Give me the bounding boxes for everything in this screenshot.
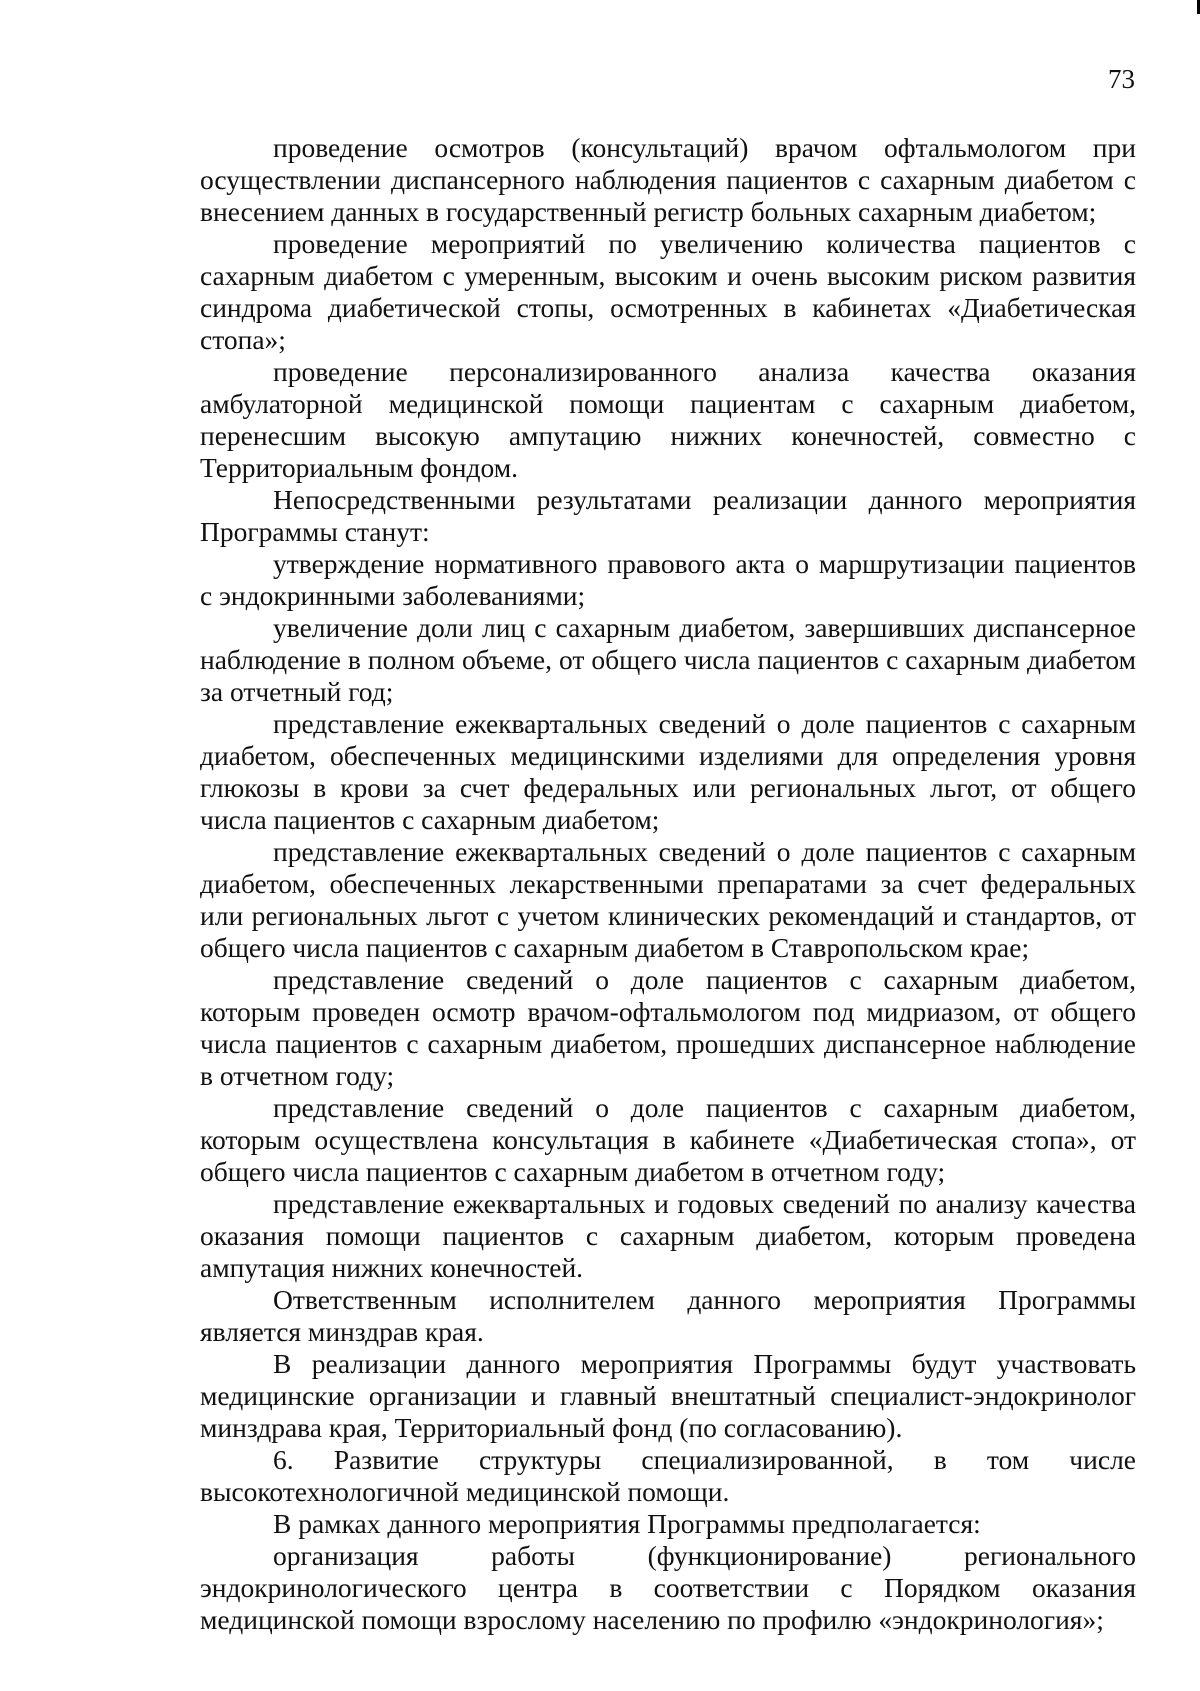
paragraph: утверждение нормативного правового акта о маршрутизации пациентов с эндокринными заболеваниями;	[200, 548, 1136, 611]
paragraph: Ответственным исполнителем данного мероприятия Программы является минздрав края.	[200, 1284, 1136, 1347]
paragraph: представление ежеквартальных и годовых сведений по анализу качества оказания помощи пациентов с сахарным диабетом, которым проведена ампутация нижних конечностей.	[200, 1188, 1136, 1283]
section-heading-paragraph: 6. Развитие структуры специализированной, в том числе высокотехнологичной медицинской помощи.	[200, 1444, 1136, 1507]
paragraph: представление ежеквартальных сведений о доле пациентов с сахарным диабетом, обеспеченных медицинскими изделиями для определения уровня глюкозы в крови за счет федеральных или региональных льгот, от общего числа пациентов с сахарным диабетом;	[200, 708, 1136, 835]
document-body	[200, 132, 1136, 1636]
paragraph: увеличение доли лиц с сахарным диабетом, завершивших диспансерное наблюдение в полном объеме, от общего числа пациентов с сахарным диабетом за отчетный год;	[200, 612, 1136, 707]
paragraph: проведение мероприятий по увеличению количества пациентов с сахарным диабетом с умеренным, высоким и очень высоким риском развития синдрома диабетической стопы, осмотренных в кабинетах «Диабетическая стопа»;	[200, 228, 1136, 355]
paragraph: представление ежеквартальных сведений о доле пациентов с сахарным диабетом, обеспеченных лекарственными препаратами за счет федеральных или региональных льгот с учетом клинических рекомендаций и стандартов, от общего числа пациентов с сахарным диабетом в Ставропольском крае;	[200, 836, 1136, 963]
paragraph: В реализации данного мероприятия Программы будут участвовать медицинские организации и главный внештатный специалист-эндокринолог минздрава края, Территориальный фонд (по согласованию).	[200, 1348, 1136, 1443]
page-number: 73	[1108, 64, 1135, 94]
paragraph: проведение осмотров (консультаций) врачом офтальмологом при осуществлении диспансерного наблюдения пациентов с сахарным диабетом с внесением данных в государственный регистр больных сахарным диабетом;	[200, 132, 1136, 227]
paragraph: проведение персонализированного анализа качества оказания амбулаторной медицинской помощи пациентам с сахарным диабетом, перенесшим высокую ампутацию нижних конечностей, совместно с Территориальным фондом.	[200, 356, 1136, 483]
paragraph: В рамках данного мероприятия Программы предполагается:	[273, 1508, 981, 1539]
paragraph: Непосредственными результатами реализации данного мероприятия Программы станут:	[200, 484, 1136, 547]
paragraph: представление сведений о доле пациентов с сахарным диабетом, которым осуществлена консультация в кабинете «Диабетическая стопа», от общего числа пациентов с сахарным диабетом в отчетном году;	[200, 1092, 1136, 1187]
paragraph: представление сведений о доле пациентов с сахарным диабетом, которым проведен осмотр врачом-офтальмологом под мидриазом, от общего числа пациентов с сахарным диабетом, прошедших диспансерное наблюдение в отчетном году;	[200, 964, 1136, 1091]
paragraph: организация работы (функционирование) регионального эндокринологического центра в соответствии с Порядком оказания медицинской помощи взрослому населению по профилю «эндокринология»;	[200, 1540, 1136, 1635]
